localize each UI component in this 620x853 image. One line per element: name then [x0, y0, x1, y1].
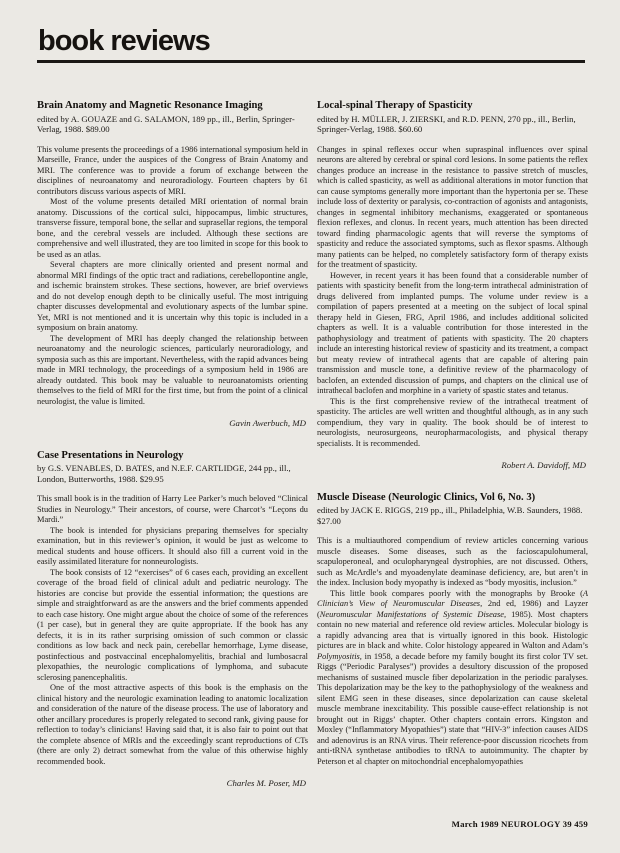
- review-paragraph: This small book is in the tradition of Harry Lee Parker’s much beloved “Clinical Studies in Neurology.” Their ancestors, of course, were Charcot’s “Leçons du Mardi.”: [37, 494, 308, 525]
- review-paragraph: This is the first comprehensive review of the intrathecal treatment of spasticity. The articles are well written and thoughtful although, as in any such compendium, they vary in quality. The book should be of interest to neurologists, neurosurgeons, neuropharmacologists, and physical therapy specialists. It is recommended.: [317, 396, 588, 448]
- reviewer-signature: Robert A. Davidoff, MD: [501, 460, 586, 471]
- review-paragraph: However, in recent years it has been found that a considerable number of patients with spasticity benefit from the long-term intrathecal administration of drugs delivered from implanted pumps. The volume under review is a compilation of papers presented at a meeting on the subject of local spinal therapy held in Giesen, FRG, April 1986, and includes additional solicited chapters as well. It is a valuable contribution for those interested in the pathophysiology and treatment of patients with spasticity. The 20 chapters include an interesting historical review of spasticity and its treatment, a compact but meaty review of intrathecal agents that are capable of altering pain transmission and muscle tone, a definitive review of the pharmacology of baclofen, an extended discussion of pumps, and chapters on the clinical use of intrathecal baclofen and morphine in a variety of spastic states and tetanus.: [317, 270, 588, 396]
- review-paragraph: Most of the volume presents detailed MRI orientation of normal brain anatomy. Discussions of the cortical sulci, hippocampus, limbic structures, transverse fissure, temporal bone, the sellar and suprasellar regions, the temporal bone, and the cerebral vessels are included. Although these sections are comprehensive and well illustrated, they are too limited in scope for this book to be used as an atlas.: [37, 197, 308, 259]
- title-rule: [37, 60, 585, 63]
- reviewer-signature: Gavin Awerbuch, MD: [229, 418, 306, 429]
- review-heading: Muscle Disease (Neurologic Clinics, Vol 6, No. 3): [317, 491, 536, 503]
- review-paragraph: The development of MRI has deeply changed the relationship between neuroanatomy and the neurologic sciences, particularly neuroradiology, and symposia such as this are important. Nevertheless, with the rapid advances being made in MRI technology, the proceedings of a symposium held in 1986 are already outdated. This book may be valuable to neuroanatomists orienting themselves to the field of MRI for the first time, but from the point of a clinical neurologist, the value is limited.: [37, 333, 308, 406]
- review-paragraph: Several chapters are more clinically oriented and present normal and abnormal MRI findings of the optic tract and radiations, cerebellopontine angle, and ischemic brainstem strokes. These sections, however, are brief overviews and do not develop enough depth to be clinically useful. The most intriguing chapter discusses developmental and evolutionary aspects of the lumbar spine. Yet, MRI is not mentioned and it is uncertain why this topic is included in a symposium on brain anatomy.: [37, 260, 308, 333]
- review-paragraph: This volume presents the proceedings of a 1986 international symposium held in Marseille, France, under the auspices of the Congress of Brain Anatomy and MRI. The conference was to provide a forum of exchange between the disciplines of neuroanatomy and neuroradiology. Fourteen chapters by 61 contributors discuss various aspects of MRI.: [37, 144, 308, 196]
- page-title: book reviews: [38, 25, 210, 57]
- review-paragraph: The book consists of 12 “exercises” of 6 cases each, providing an excellent coverage of the broad field of clinical adult and pediatric neurology. The histories are concise but provide the essential information; the questions are simple and straightforward as are the answers and the brief comments appended to each case history. One might argue about the choice of some of the references (1 per case), but in general they are quite appropriate. If the book has any defects, it is in its rather surprising omission of such common or classic conditions as low back and neck pain, cerebellar hemorrhage, Lyme disease, postinfectious and postvaccinal encephalomyelitis, brachial and lumbosacral plexopathies, the neurologic complications of lymphoma, and subacute sclerosing panencephalitis.: [37, 567, 308, 682]
- review-heading: Brain Anatomy and Magnetic Resonance Imaging: [37, 100, 263, 111]
- review-paragraph: The book is intended for physicians preparing themselves for specialty examination, but in this reviewer’s opinion, it would be just as welcome to medical students and house officers. It should also fill a current void in the easily assimilated literature for nonneurologists.: [37, 525, 308, 567]
- review-columns: [37, 100, 587, 789]
- review-paragraph: One of the most attractive aspects of this book is the emphasis on the clinical history and the neurologic examination leading to anatomic localization and consideration of the nature of the disease process. The use of laboratory and other ancillary procedures is properly relegated to second rank, giving pause for reflection to today’s clinicians! Having said that, it is also fair to point out that the complete absence of MRIs and the exceedingly scant reproductions of CTs (there are only 2) detract somewhat from the value of this otherwise highly recommended book.: [37, 683, 308, 766]
- left-column: [37, 100, 308, 789]
- review-citation: edited by A. GOUAZE and G. SALAMON, 189 pp., ill., Berlin, Springer-Verlag, 1988. $89.00: [37, 113, 295, 135]
- review-heading: Case Presentations in Neurology: [37, 449, 184, 461]
- review-heading: Local-spinal Therapy of Spasticity: [317, 100, 473, 111]
- review-body: [37, 145, 308, 408]
- right-column: [317, 100, 588, 789]
- review-citation: edited by H. MÜLLER, J. ZIERSKI, and R.D. PENN, 270 pp., ill., Berlin, Springer-Verlag, 1988. $60.60: [317, 113, 576, 135]
- book-review: [37, 450, 308, 789]
- review-paragraph: This little book compares poorly with the monographs by Brooke (A Clinician’s View of Neuromuscular Diseases, 2nd ed, 1986) and Layzer (Neuromuscular Manifestations of Systemic Disease, 1985). Most chapters contain no new material and reference old review articles. Molecular biology is a rapidly advancing area that is virtually ignored in this book. Histologic pictures are in black and white. Color histology appeared in Walton and Adam’s Polymyositis, in 1958, a decade before my family bought its first color TV set. Riggs (“Periodic Paralyses”) provides a desultory discussion of the proposed mechanisms of sustained muscle fiber depolarization in the periodic paralyses. This depolarization may be the key to the pathophysiology of the weakness and silent EMG seen in these diseases, since depolarization can cause skeletal muscle membrane inexcitability. This possible cause-effect relationship is not brought out in Riggs’ chapter. Other chapters contain errors. Kingston and Moxley (“Inflammatory Myopathies”) state that “HIV-3” infection causes AIDS and adenovirus is an RNA virus. Their reference-poor discussion ricochets from anti-tRNA synthetase antibodies to tRNA to autoimmunity. The chapter by Peterson et al chapter on mitochondrial encephalomyopathies: [317, 588, 589, 766]
- review-citation: by G.S. VENABLES, D. BATES, and N.E.F. CARTLIDGE, 244 pp., ill., London, Butterworths, 1988. $29.95: [37, 463, 291, 484]
- book-review: [317, 492, 588, 768]
- review-citation: edited by JACK E. RIGGS, 219 pp., ill., Philadelphia, W.B. Saunders, 1988. $27.00: [317, 505, 583, 526]
- review-paragraph: Changes in spinal reflexes occur when supraspinal influences over spinal neurons are altered by cerebral or spinal cord lesions. In some patients the reflex changes produce an increase in the resistance to passive stretch of muscles, which is called spasticity, as well as additional alterations in motor function that can cause symptoms generally more important than the hypertonia per se. These include loss of dexterity or paralysis, co-contraction of agonists and antagonists, changes in segmental inhibitory mechanisms, exaggerated or spontaneous flexion reflexes, and clonus. In recent years, much attention has been directed toward finding pharmacologic agents that will reverse the symptoms of spasticity and reduce the associated symptoms, such as flexor spasms. Although many patients can be helped, no completely satisfactory form of therapy exists for the treatment of spasticity.: [317, 144, 588, 270]
- review-body: [317, 536, 588, 767]
- review-body: [37, 494, 308, 767]
- reviewer-signature: Charles M. Poser, MD: [226, 778, 306, 789]
- review-paragraph: This is a multiauthored compendium of review articles concerning various muscle diseases. Some diseases, such as the facioscapulohumeral, scapuloperoneal, and oculopharyngeal dystrophies, are not discussed. Others, such as McArdle’s and myoadenylate deaminase deficiency, are, but aren’t in the index. Inclusion body myopathy is indexed as “body myositis, inclusion.”: [317, 536, 588, 588]
- book-review: [37, 100, 308, 429]
- book-review: [317, 100, 588, 471]
- review-body: [317, 145, 588, 450]
- page-footer: March 1989 NEUROLOGY 39 459: [444, 817, 588, 831]
